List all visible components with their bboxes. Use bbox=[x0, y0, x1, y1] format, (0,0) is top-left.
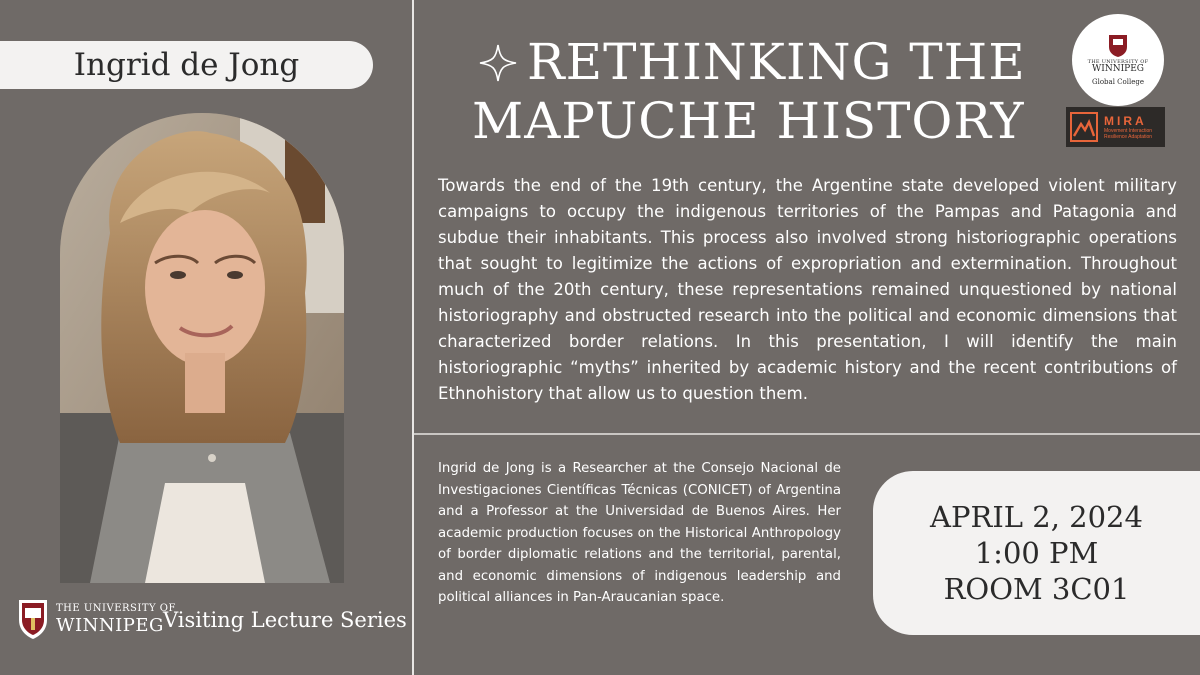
mira-text-block bbox=[1104, 115, 1160, 140]
speaker-bio: Ingrid de Jong is a Researcher at the Consejo Nacional de Investigaciones Científicas Técnicas (CONICET) of Argentina and a Professor at the Universidad de Buenos Aires. Her academic production focuses on the Historical Anthropology of border diplomatic relations and the territorial, parental, and economic dimensions of indigenous leadership and political alliances in Pan-Araucanian space. bbox=[438, 461, 841, 605]
global-college-logo bbox=[1072, 14, 1164, 106]
university-crest-icon bbox=[16, 598, 50, 640]
horizontal-divider bbox=[414, 433, 1200, 435]
mira-name: MIRA bbox=[1104, 113, 1147, 128]
mira-tagline: Movement Interaction Resilience Adaptation bbox=[1104, 127, 1153, 140]
speaker-name-banner bbox=[0, 41, 373, 89]
speaker-name: Ingrid de Jong bbox=[73, 47, 300, 83]
vertical-divider bbox=[412, 0, 414, 675]
global-college-logo-small: THE UNIVERSITY OF bbox=[1087, 58, 1149, 65]
university-crest-icon bbox=[1108, 34, 1128, 58]
lecture-series-label: Visiting Lecture Series bbox=[163, 608, 407, 632]
four-point-star-icon bbox=[478, 43, 518, 83]
event-room: ROOM 3C01 bbox=[943, 572, 1130, 606]
event-date: APRIL 2, 2024 bbox=[930, 500, 1143, 534]
mira-logo bbox=[1066, 107, 1165, 147]
lecture-abstract: Towards the end of the 19th century, the Argentine state developed violent military campaigns to occupy the indigenous territories of the Pampas and Patagonia and subdue their inhabitants. This process also involved strong historiographic operations that sought to legitimize the actions of expropriation and extermination. Throughout much of the 20th century, these representations remained unquestioned by national historiography and obstructed research into the political and economic dimensions that characterized border relations. In this presentation, I will identify the main historiographic “myths” inherited by academic history and the recent contributions of Ethnohistory that allow us to question them. bbox=[438, 176, 1177, 403]
global-college-logo-name: WINNIPEG bbox=[1092, 64, 1144, 75]
speaker-photo bbox=[60, 113, 344, 583]
mira-mountain-icon bbox=[1070, 112, 1098, 142]
event-details-card bbox=[873, 471, 1200, 635]
university-name-small: THE UNIVERSITY OF bbox=[56, 603, 176, 614]
speaker-portrait-illustration bbox=[60, 113, 344, 583]
global-college-logo-sub: Global College bbox=[1092, 77, 1144, 86]
event-title-line-2: MAPUCHE HISTORY bbox=[472, 92, 1025, 150]
event-time: 1:00 PM bbox=[974, 536, 1099, 570]
university-name: WINNIPEG bbox=[56, 615, 164, 636]
event-title-line-1: RETHINKING THE bbox=[527, 33, 1026, 91]
